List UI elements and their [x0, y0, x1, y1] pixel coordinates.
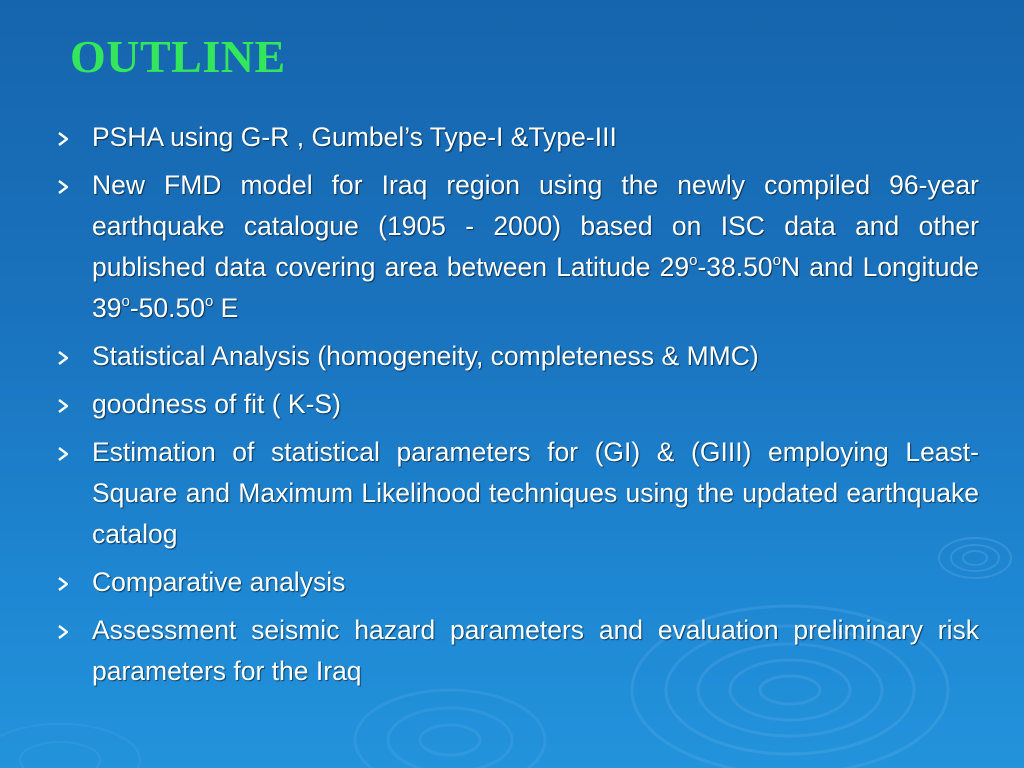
text-segment: -38.50	[697, 252, 773, 282]
text-segment: N and Longitude 39	[92, 252, 979, 323]
degree-superscript: o	[121, 293, 130, 310]
arrowhead-icon	[58, 447, 68, 461]
bullet-text	[92, 170, 979, 323]
bullet-text: goodness of fit ( K-S)	[92, 389, 341, 419]
slide-title: OUTLINE	[70, 31, 286, 82]
bullet-item	[54, 117, 979, 158]
text-segment: New FMD model for Iraq region using the newly compiled 96-year earthquake catalogue (1905 - 2000) based on ISC data and other published data covering area between Latitude 29	[92, 170, 979, 282]
bullet-text: PSHA using G-R , Gumbel’s Type-I &Type-III	[92, 122, 617, 152]
bullet-list	[54, 117, 979, 699]
bullet-text: Comparative analysis	[92, 567, 346, 597]
degree-superscript: o	[772, 252, 781, 269]
bullet-text: Statistical Analysis (homogeneity, completeness & MMC)	[92, 341, 759, 371]
degree-superscript: o	[689, 252, 698, 269]
arrowhead-icon	[58, 180, 68, 194]
bullet-item	[54, 384, 979, 425]
bullet-item	[54, 165, 979, 329]
arrowhead-icon	[58, 625, 68, 639]
arrowhead-icon	[58, 399, 68, 413]
arrowhead-icon	[58, 351, 68, 365]
text-segment: -50.50	[129, 293, 205, 323]
bullet-item	[54, 336, 979, 377]
degree-superscript: o	[204, 293, 214, 310]
bullet-text: Estimation of statistical parameters for (GI) & (GIII) employing Least-Square and Maximum Likelihood techniques using the updated earthquake catalog	[92, 437, 979, 549]
bullet-item	[54, 562, 979, 603]
bullet-item	[54, 432, 979, 555]
bullet-item	[54, 610, 979, 692]
bullet-text: Assessment seismic hazard parameters and evaluation preliminary risk parameters for the Iraq	[92, 615, 979, 686]
arrowhead-icon	[58, 132, 68, 146]
arrowhead-icon	[58, 577, 68, 591]
text-segment: E	[213, 293, 239, 323]
